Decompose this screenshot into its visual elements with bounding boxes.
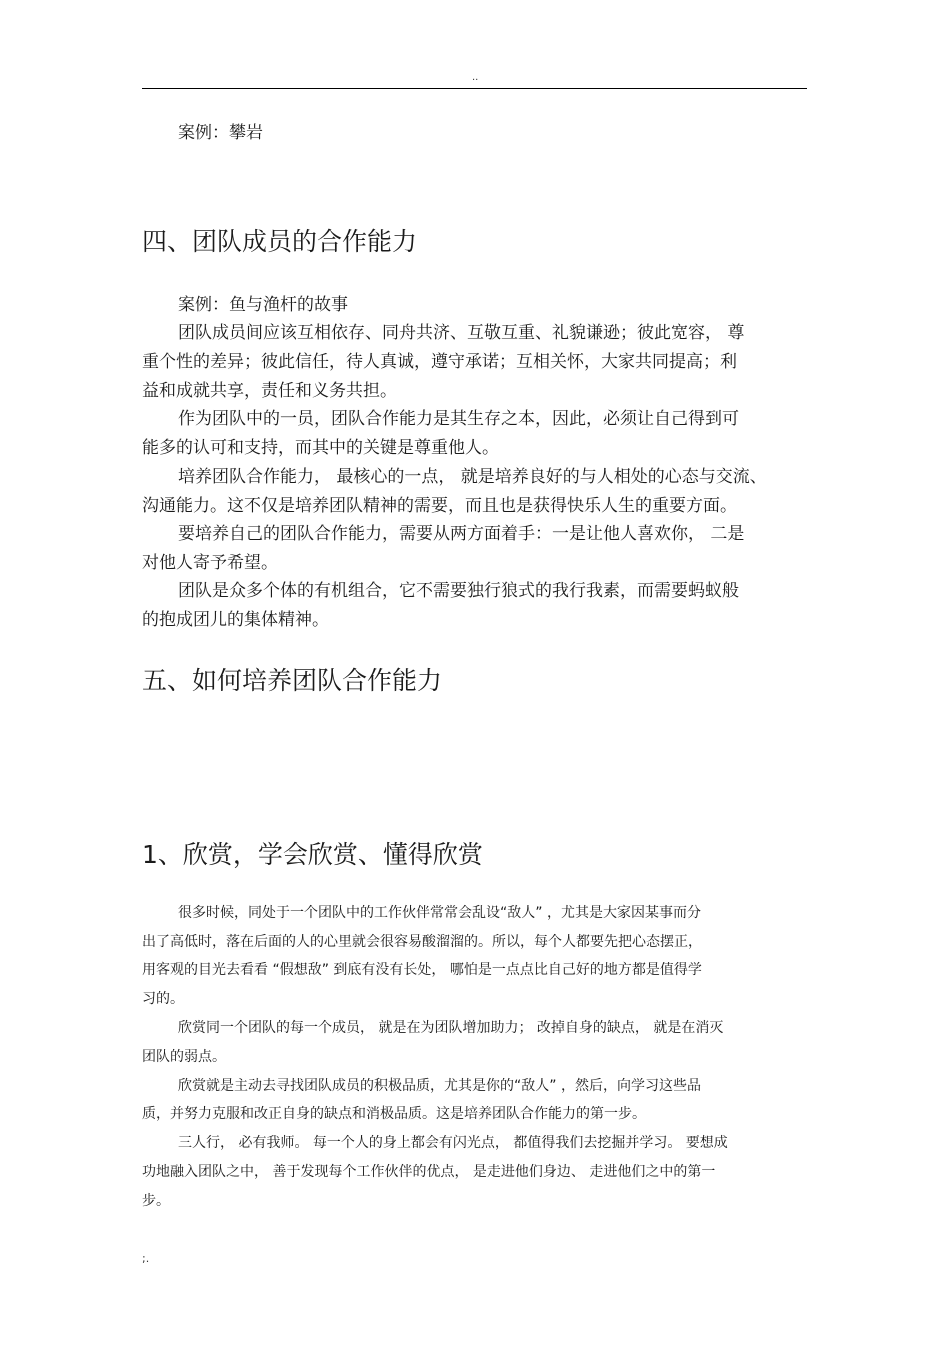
subsection1-line: 习的。 [142, 991, 184, 1007]
subsection1-line: 功地融入团队之中， 善于发现每个工作伙伴的优点， 是走进他们身边、 走进他们之中的第一 [142, 1164, 716, 1180]
subsection1-line: 质，并努力克服和改正自身的缺点和消极品质。这是培养团队合作能力的第一步。 [142, 1106, 646, 1122]
section4-line: 能多的认可和支持，而其中的关键是尊重他人。 [142, 438, 499, 458]
section4-line: 重个性的差异；彼此信任，待人真诚，遵守承诺；互相关怀，大家共同提高；利 [142, 352, 737, 372]
subsection1-line: 很多时候，同处于一个团队中的工作伙伴常常会乱设“敌人” ，尤其是大家因某事而分 [178, 905, 701, 921]
case-climb: 案例：攀岩 [178, 123, 263, 143]
section4-case: 案例：鱼与渔杆的故事 [178, 295, 348, 315]
footer-mark: ;. [142, 1252, 150, 1265]
section4-line: 作为团队中的一员，团队合作能力是其生存之本，因此，必须让自己得到可 [178, 409, 739, 429]
section4-line: 团队是众多个体的有机组合，它不需要独行狼式的我行我素，而需要蚂蚁般 [178, 581, 739, 601]
section5-heading: 五、如何培养团队合作能力 [142, 666, 443, 695]
section4-line: 培养团队合作能力， 最核心的一点， 就是培养良好的与人相处的心态与交流、 [178, 467, 767, 487]
subsection1-line: 用客观的目光去看看 “假想敌” 到底有没有长处， 哪怕是一点点比自己好的地方都是值得学 [142, 962, 702, 978]
section4-line: 对他人寄予希望。 [142, 553, 278, 573]
section4-line: 的抱成团儿的集体精神。 [142, 610, 329, 630]
section4-heading: 四、团队成员的合作能力 [142, 227, 418, 256]
subsection1-line: 步。 [142, 1193, 170, 1209]
header-mark: .. [472, 72, 479, 83]
subsection1-heading: 1、欣赏，学会欣赏、懂得欣赏 [142, 840, 483, 869]
header-rule [142, 88, 807, 89]
section4-line: 团队成员间应该互相依存、同舟共济、互敬互重、礼貌谦逊；彼此宽容， 尊 [178, 323, 745, 343]
subsection1-line: 团队的弱点。 [142, 1049, 226, 1065]
section4-line: 益和成就共享，责任和义务共担。 [142, 381, 397, 401]
section4-line: 沟通能力。这不仅是培养团队精神的需要，而且也是获得快乐人生的重要方面。 [142, 496, 737, 516]
subsection1-line: 出了高低时，落在后面的人的心里就会很容易酸溜溜的。所以，每个人都要先把心态摆正， [142, 934, 702, 950]
subsection1-line: 欣赏同一个团队的每一个成员， 就是在为团队增加助力； 改掉自身的缺点， 就是在消灭 [178, 1020, 724, 1036]
subsection1-line: 欣赏就是主动去寻找团队成员的积极品质，尤其是你的“敌人” ，然后，向学习这些品 [178, 1078, 701, 1094]
subsection1-line: 三人行， 必有我师。 每一个人的身上都会有闪光点， 都值得我们去挖掘并学习。 要想成 [178, 1135, 728, 1151]
section4-line: 要培养自己的团队合作能力，需要从两方面着手：一是让他人喜欢你， 二是 [178, 524, 745, 544]
